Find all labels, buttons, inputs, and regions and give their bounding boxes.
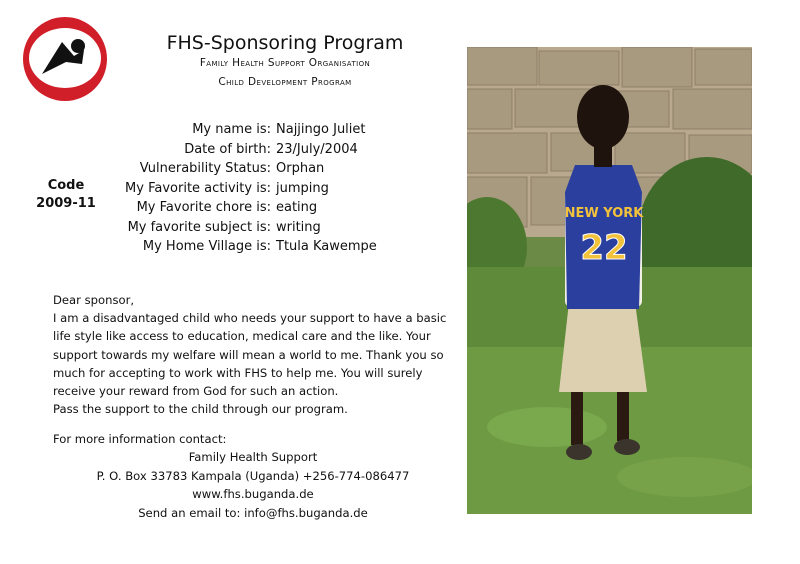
contact-block — [53, 448, 453, 522]
profile-value: writing — [276, 219, 321, 235]
contact-title: For more information contact: — [53, 432, 227, 446]
profile-value: Ttula Kawempe — [276, 239, 377, 254]
contact-address: P. O. Box 33783 Kampala (Uganda) +256-774-086477 — [96, 468, 410, 483]
jersey-text: NEW YORK — [564, 206, 644, 221]
profile-row-village — [110, 237, 450, 257]
profile-label: My Favorite activity is: — [125, 180, 271, 196]
contact-org: Family Health Support — [188, 450, 318, 464]
profile-label: Date of birth: — [184, 141, 271, 157]
profile-label: My name is: — [192, 122, 271, 137]
profile-row-name — [110, 120, 450, 140]
profile-label: My Home Village is: — [142, 239, 271, 254]
child-code — [30, 177, 102, 213]
letter-closing: Pass the support to the child through our program. — [53, 402, 348, 417]
profile-value: eating — [276, 200, 318, 215]
letter-greeting: Dear sponsor, — [53, 293, 135, 307]
profile-label: My Favorite chore is: — [136, 200, 271, 215]
sponsor-letter — [53, 291, 453, 418]
letter-body: I am a disadvantaged child who needs your support to have a basic life style like access to education, medical care and the like. Your support towards my welfare will mean a world to me. Thank you so much for accepting to work with FHS to help me. You will surely receive your reward from God for such an action. — [53, 311, 447, 399]
page-title: FHS-Sponsoring Program — [166, 32, 404, 54]
header — [150, 32, 420, 92]
profile-value: jumping — [276, 180, 329, 196]
code-value: 2009-11 — [36, 196, 96, 211]
profile-row-subject — [110, 218, 450, 238]
child-photo — [467, 47, 752, 514]
profile-row-status — [110, 159, 450, 179]
profile-value: Najjingo Juliet — [276, 122, 366, 137]
code-label: Code — [47, 178, 85, 193]
profile-label: My favorite subject is: — [127, 219, 271, 235]
program-subtitle: Child Development Program — [218, 76, 352, 88]
profile-value: 23/July/2004 — [276, 141, 358, 157]
profile-row-activity — [110, 179, 450, 199]
profile-label: Vulnerability Status: — [139, 161, 271, 176]
org-subtitle: Family Health Support Organisation — [199, 57, 371, 69]
fhs-logo — [22, 16, 108, 102]
profile-row-chore — [110, 198, 450, 218]
jersey-number: 22 — [580, 228, 628, 268]
profile-row-dob — [110, 140, 450, 160]
contact-email[interactable]: Send an email to: info@fhs.buganda.de — [138, 505, 368, 520]
profile-value: Orphan — [276, 161, 325, 176]
child-profile — [110, 120, 450, 257]
contact-website[interactable]: www.fhs.buganda.de — [192, 487, 314, 501]
